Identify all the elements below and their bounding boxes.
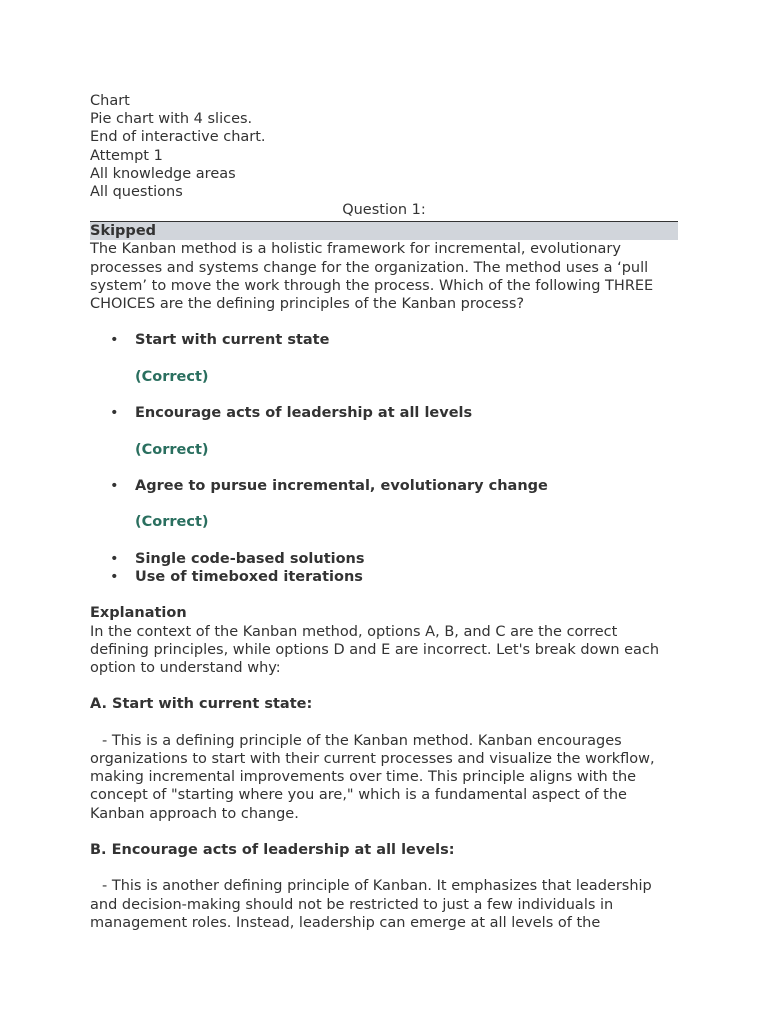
answer-options — [90, 331, 678, 586]
content — [90, 92, 678, 932]
correct-tag: (Correct) — [135, 441, 209, 458]
questions-filter-label: All questions — [90, 184, 183, 201]
knowledge-areas-label: All knowledge areas — [90, 165, 236, 182]
bullet: • — [110, 332, 119, 349]
bullet: • — [110, 405, 119, 422]
option-a — [110, 331, 678, 404]
correct-tag: (Correct) — [135, 368, 209, 385]
chart-end-label: End of interactive chart. — [90, 129, 266, 146]
option-label: Use of timeboxed iterations — [135, 568, 363, 585]
option-d — [110, 550, 678, 568]
chart-label: Chart — [90, 93, 130, 109]
option-e — [110, 568, 678, 586]
chart-description: Pie chart with 4 slices. — [90, 111, 253, 128]
explanation-a-text: - This is a defining principle of the Kanban method. Kanban encourages organizations to start with their current processes and visualize the workflow, making incremental improvements over time. This principle aligns with the concept of "starting where you are," which is a fundamental aspect of the Kanban approach to change. — [90, 732, 655, 822]
bullet: • — [110, 550, 119, 567]
option-label: Single code-based solutions — [135, 550, 365, 567]
explanation-intro: In the context of the Kanban method, options A, B, and C are the correct defining principles, while options D and E are incorrect. Let's break down each option to understand why: — [90, 623, 660, 676]
option-label: Start with current state — [135, 332, 330, 349]
question-title: Question 1: — [342, 202, 426, 219]
bullet: • — [110, 568, 119, 585]
option-c — [110, 477, 678, 550]
explanation-a-heading: A. Start with current state: — [90, 696, 313, 713]
question-text: The Kanban method is a holistic framework for incremental, evolutionary processes and systems change for the organization. The method uses a ‘pull system’ to move the work through the process. Which of the following THREE CHOICES are the defining principles of the Kanban process? — [90, 241, 654, 313]
attempt-label: Attempt 1 — [90, 147, 163, 164]
option-label: Agree to pursue incremental, evolutionary change — [135, 477, 548, 494]
correct-tag: (Correct) — [135, 514, 209, 531]
explanation-b-text: - This is another defining principle of Kanban. It emphasizes that leadership and decision-making should not be restricted to just a few individuals in management roles. Instead, leadership can emerge at all levels of the — [90, 878, 652, 931]
explanation-b-heading: B. Encourage acts of leadership at all levels: — [90, 841, 455, 858]
status-badge: Skipped — [90, 222, 678, 240]
option-b — [110, 404, 678, 477]
option-label: Encourage acts of leadership at all levels — [135, 405, 473, 422]
explanation-heading: Explanation — [90, 605, 187, 622]
bullet: • — [110, 477, 119, 494]
